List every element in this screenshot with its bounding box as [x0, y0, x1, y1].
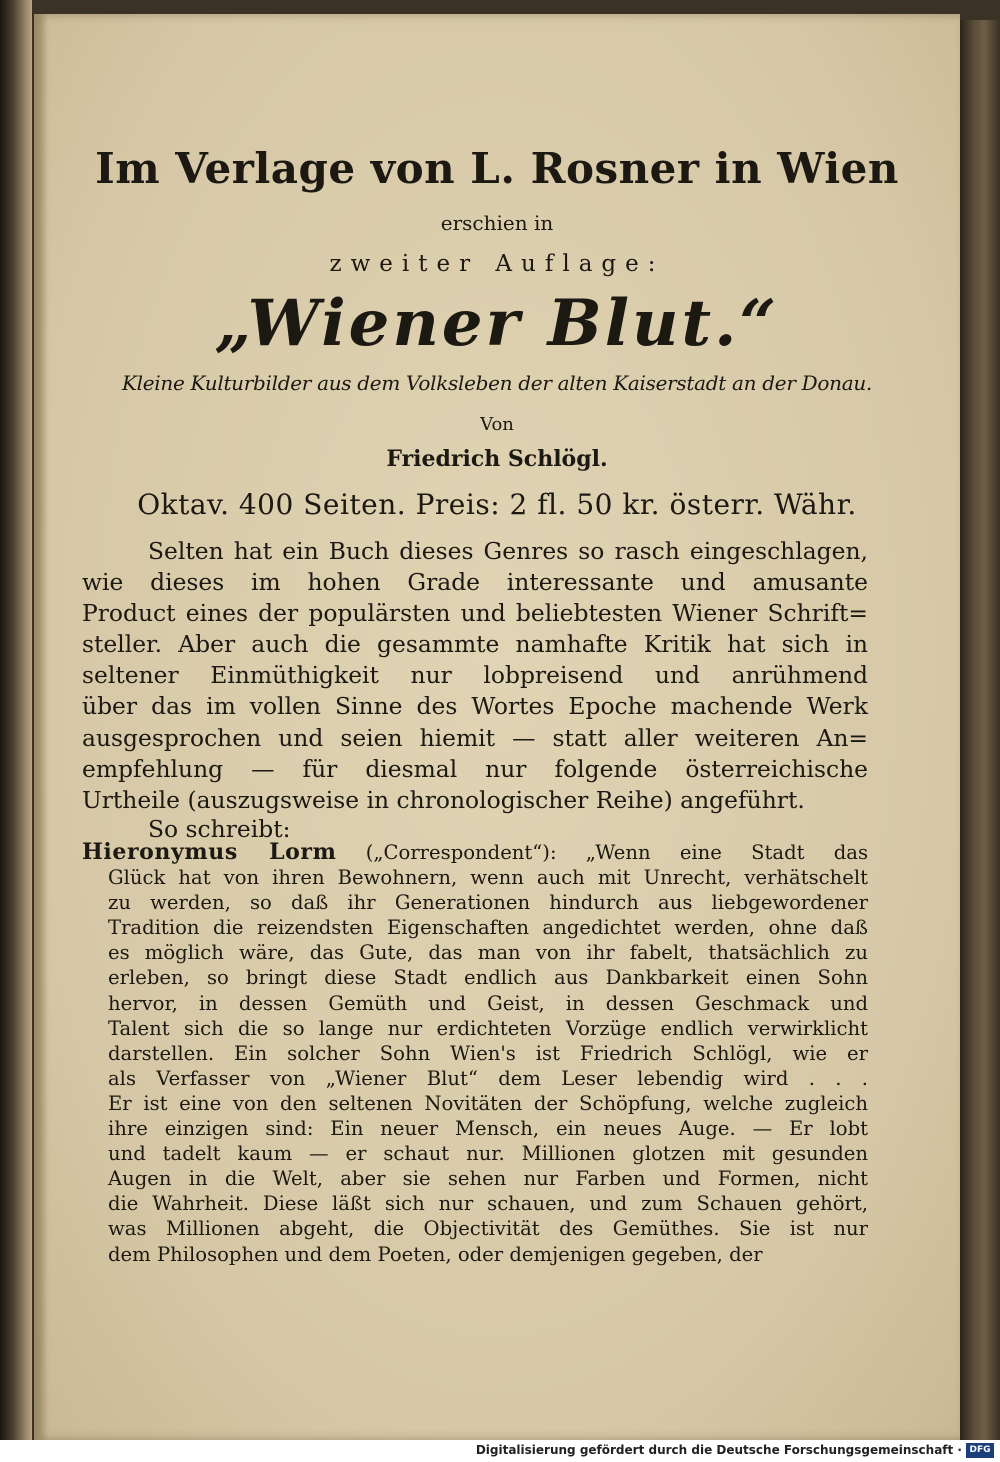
body-line: empfehlung — für diesmal nur folgende österreichische	[82, 754, 868, 783]
quote-line: die Wahrheit. Diese läßt sich nur schauen, und zum Schauen gehört,	[108, 1192, 868, 1216]
quote-line: dem Philosophen und dem Poeten, oder demjenigen gegeben, der	[108, 1242, 763, 1266]
book-spine-edge	[0, 0, 32, 1440]
quote-line: hervor, in dessen Gemüth und Geist, in dessen Geschmack und	[108, 991, 868, 1015]
body-line: Selten hat ein Buch dieses Genres so rasch eingeschlagen,	[148, 537, 868, 565]
review-quote	[82, 840, 868, 1267]
quote-line: ihre einzigen sind: Ein neuer Mensch, ein neues Auge. — Er lobt	[108, 1117, 868, 1141]
quote-line: darstellen. Ein solcher Sohn Wien's ist Friedrich Schlögl, wie er	[108, 1041, 868, 1065]
quote-line: zu werden, so daß ihr Generationen hindurch aus liebgewordener	[108, 891, 868, 915]
body-line: über das im vollen Sinne des Wortes Epoche machende Werk	[82, 692, 868, 721]
body-line: seltener Einmüthigkeit nur lobpreisend und anrühmend	[82, 661, 868, 690]
reviewer-name: Hieronymus Lorm	[82, 839, 337, 865]
quote-line-rest: („Correspondent“): „Wenn eine Stadt das	[336, 841, 869, 864]
erschien-line: erschien in	[440, 211, 554, 235]
quote-line: Er ist eine von den seltenen Novitäten der Schöpfung, welche zugleich	[108, 1091, 868, 1115]
book-subtitle: Kleine Kulturbilder aus dem Volksleben der alten Kaiserstadt an der Donau.	[122, 371, 872, 395]
body-line: Urtheile (auszugsweise in chronologischer Reihe) angeführt.	[82, 785, 805, 814]
digitization-footer	[0, 1440, 1000, 1462]
so-schreibt-line: So schreibt:	[148, 815, 291, 843]
quote-line: was Millionen abgeht, die Objectivität des Gemüthes. Sie ist nur	[108, 1217, 868, 1241]
funding-notice: Digitalisierung gefördert durch die Deutsche Forschungsgemeinschaft ·	[475, 1443, 962, 1457]
body-line: steller. Aber auch die gesammte namhafte Kritik hat sich in	[82, 630, 868, 659]
body-line: Product eines der populärsten und beliebtesten Wiener Schrift=	[82, 599, 868, 628]
dfg-logo: DFG	[966, 1443, 994, 1458]
quote-line: Glück hat von ihren Bewohnern, wenn auch mit Unrecht, verhätschelt	[108, 866, 868, 890]
quote-line-first	[82, 840, 868, 865]
book-title: „Wiener Blut.“	[214, 286, 780, 361]
quote-line: erleben, so bringt diese Stadt endlich aus Dankbarkeit einen Sohn	[108, 966, 868, 990]
price-line: Oktav. 400 Seiten. Preis: 2 fl. 50 kr. österr. Währ.	[137, 488, 857, 521]
quote-line: Talent sich die so lange nur erdichteten Vorzüge endlich verwirklicht	[108, 1016, 868, 1040]
body-line: ausgesprochen und seien hiemit — statt aller weiteren An=	[82, 723, 868, 752]
quote-line: als Verfasser von „Wiener Blut“ dem Leser lebendig wird . . .	[108, 1066, 868, 1090]
quote-line: es möglich wäre, das Gute, das man von ihr fabelt, thatsächlich zu	[108, 941, 868, 965]
quote-line: Tradition die reizendsten Eigenschaften angedichtet werden, ohne daß	[108, 916, 868, 940]
quote-line: Augen in die Welt, aber sie sehen nur Farben und Formen, nicht	[108, 1167, 868, 1191]
book-page	[34, 14, 960, 1440]
von-line: Von	[480, 414, 514, 435]
body-line: wie dieses im hohen Grade interessante und amusante	[82, 568, 868, 597]
quote-line: und tadelt kaum — er schaut nur. Millionen glotzen mit gesunden	[108, 1142, 868, 1166]
publisher-heading: Im Verlage von L. Rosner in Wien	[95, 144, 899, 193]
edition-line: zweiter Auflage:	[329, 251, 665, 277]
author-name: Friedrich Schlögl.	[386, 446, 608, 472]
body-paragraph	[82, 536, 868, 816]
book-cover-edge	[960, 20, 1000, 1440]
